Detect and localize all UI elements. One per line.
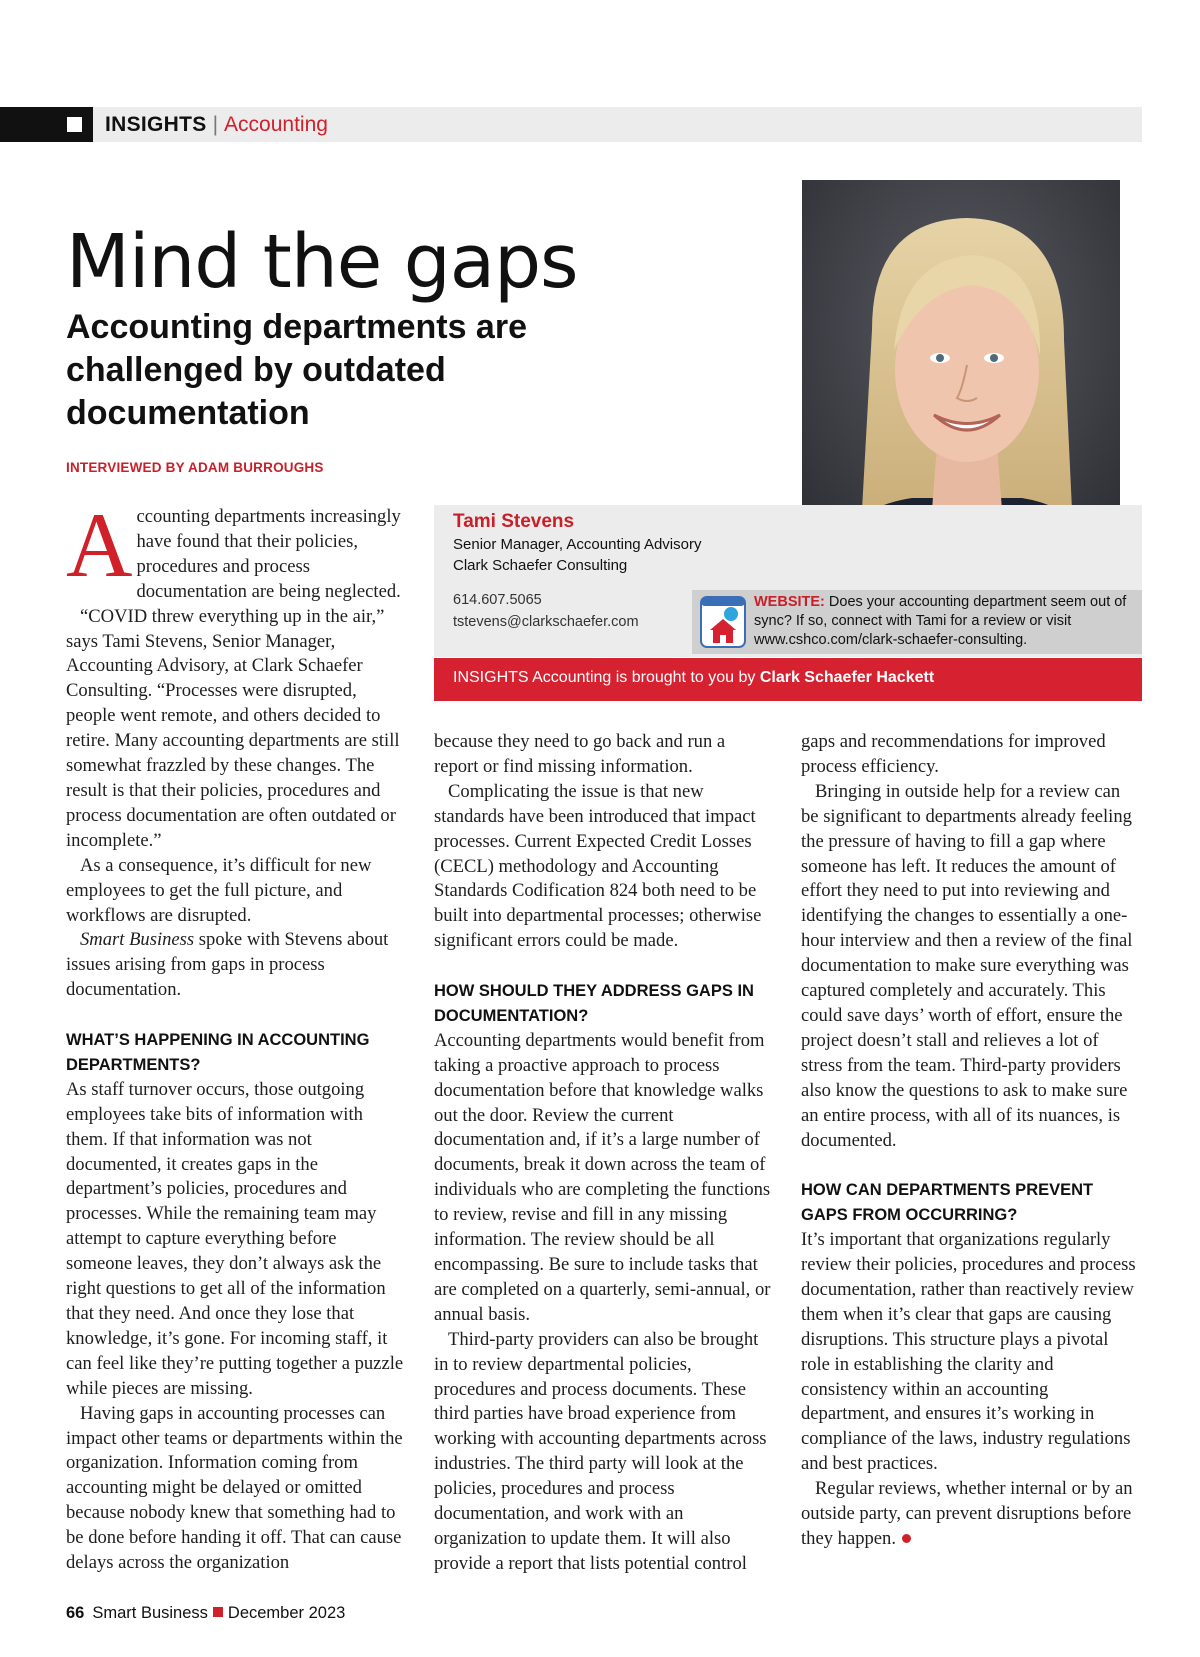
article-paragraph: It’s important that organizations regularly review their policies, procedures and process documentation, rather than reactively review them when it’s clear that gaps are causing disruptions. This structure plays a pivotal role in establishing the clarity and consistency within an accounting department, and ensures it’s working in compliance of the laws, industry regulations and best practices. — [801, 1229, 1136, 1475]
section-insights: INSIGHTS — [105, 113, 207, 136]
paragraph-text: Regular reviews, whether internal or by an outside party, can prevent disruptions before they happen. — [801, 1478, 1133, 1549]
page-footer — [66, 1604, 345, 1623]
contact-phone: 614.607.5065 — [453, 592, 542, 608]
article-paragraph: because they need to go back and run a report or find missing information. — [434, 731, 726, 777]
section-square-icon — [67, 117, 82, 132]
article-paragraph — [66, 494, 406, 605]
article-paragraph: As staff turnover occurs, those outgoing employees take bits of information with them. If that information was not documented, it creates gaps in the department’s policies, procedures and processes. While the remaining team may attempt to capture everything before someone leaves, they don’t always ask the right questions to get all of the information that they need. And once they lose that knowledge, it’s gone. For incoming staff, it can feel like they’re putting together a puzzle while pieces are missing. — [66, 1078, 404, 1399]
article-paragraph — [801, 1477, 1141, 1552]
section-heading: WHAT’S HAPPENING IN ACCOUNTING DEPARTMENTS? — [66, 1031, 370, 1074]
article-column-3 — [801, 730, 1141, 1552]
drop-cap: A — [66, 494, 133, 596]
article-column-2 — [434, 730, 774, 1577]
website-label: WEBSITE: — [754, 594, 825, 610]
website-message: Does your accounting department seem out of sync? If so, connect with Tami for a review or visit www.cshco.com/clark-schaefer-consulting. — [754, 594, 1127, 648]
end-mark-icon — [902, 1534, 911, 1543]
article-paragraph: Accounting departments would benefit from taking a proactive approach to process documentation before that knowledge walks out the door. Review the current documentation and, if it’s a large number of documents, break it down across the team of individuals who are completing the functions to review, revise and fill in any missing information. The review should be all encompassing. Be sure to include tasks that are completed on a quarterly, semi-annual, or annual basis. — [434, 1029, 771, 1325]
sponsor-text — [453, 669, 934, 687]
article-paragraph: Bringing in outside help for a review can be significant to departments already feeling the pressure of having to fill a gap where someone has left. It reduces the amount of effort they need to put into reviewing and identifying the changes to essentially a one-hour interview and then a review of the final documentation to make sure everything was captured completely and accurately. This could save days’ worth of effort, ensure the project doesn’t stall and relieves a lot of stress from the team. Third-party providers also know the questions to ask to make sure an entire process, with all of its nuances, is documented. — [801, 780, 1133, 1151]
article-paragraph: gaps and recommendations for improved process efficiency. — [801, 731, 1106, 777]
section-name: Accounting — [224, 113, 328, 136]
sponsor-prefix: INSIGHTS Accounting is brought to you by — [453, 669, 760, 686]
contact-role: Senior Manager, Accounting Advisory — [453, 536, 702, 553]
website-text — [754, 593, 1134, 650]
contact-name: Tami Stevens — [453, 511, 575, 532]
article-paragraph: “COVID threw everything up in the air,” says Tami Stevens, Senior Manager, Accounting Advisory, at Clark Schaefer Consulting. “Processes were disrupted, people went remote, and others decided to retire. Many accounting departments are still somewhat frazzled by these changes. The result is that their policies, procedures and process documentation are often outdated or incomplete.” — [66, 605, 400, 851]
sponsor-name: Clark Schaefer Hackett — [759, 669, 935, 686]
article-paragraph: Complicating the issue is that new standards have been introduced that impact processes. Current Expected Credit Losses (CECL) methodology and Accounting Standards Codification 824 both need to be built into departmental processes; otherwise significant errors could be made. — [434, 780, 762, 952]
section-heading: HOW CAN DEPARTMENTS PREVENT GAPS FROM OCCURRING? — [801, 1181, 1094, 1225]
article-paragraph: As a consequence, it’s difficult for new employees to get the full picture, and workflows are disrupted. — [66, 854, 372, 926]
section-separator: | — [212, 113, 219, 136]
section-heading: HOW SHOULD THEY ADDRESS GAPS IN DOCUMENTATION? — [434, 982, 754, 1025]
footer-square-icon — [213, 1607, 223, 1617]
issue-date: December 2023 — [227, 1604, 346, 1622]
page-number: 66 — [66, 1604, 85, 1622]
article-paragraph: Third-party providers can also be brought in to review departmental policies, procedures and process documents. These third parties have broad experience from working with accounting departments across industries. The third party will look at the policies, procedures and process documentation, and work with an organization to update them. It will also provide a report that lists potential control — [434, 1328, 767, 1574]
section-label — [105, 112, 328, 138]
contact-company: Clark Schaefer Consulting — [453, 557, 628, 574]
house-web-icon — [700, 596, 746, 648]
article-byline: INTERVIEWED BY ADAM BURROUGHS — [66, 460, 324, 475]
article-subtitle: Accounting departments are challenged by outdated documentation — [66, 308, 527, 432]
paragraph-text: ccounting departments increasingly have found that their policies, procedures and process documentation are being neglected. — [136, 506, 401, 602]
publication-name: Smart Business — [92, 1604, 208, 1622]
article-column-1 — [66, 494, 406, 1576]
article-paragraph: Having gaps in accounting processes can impact other teams or departments within the organization. Information coming from accounting might be delayed or omitted because nobody knew that something had to be done before handing it off. That can cause delays across the organization — [66, 1402, 403, 1574]
article-paragraph — [66, 928, 406, 1003]
paragraph-text: spoke with Stevens about issues arising from gaps in process documentation. — [66, 929, 389, 1001]
contact-email[interactable]: tstevens@clarkschaefer.com — [453, 614, 639, 630]
publication-name: Smart Business — [80, 929, 195, 951]
article-title: Mind the gaps — [66, 219, 578, 305]
